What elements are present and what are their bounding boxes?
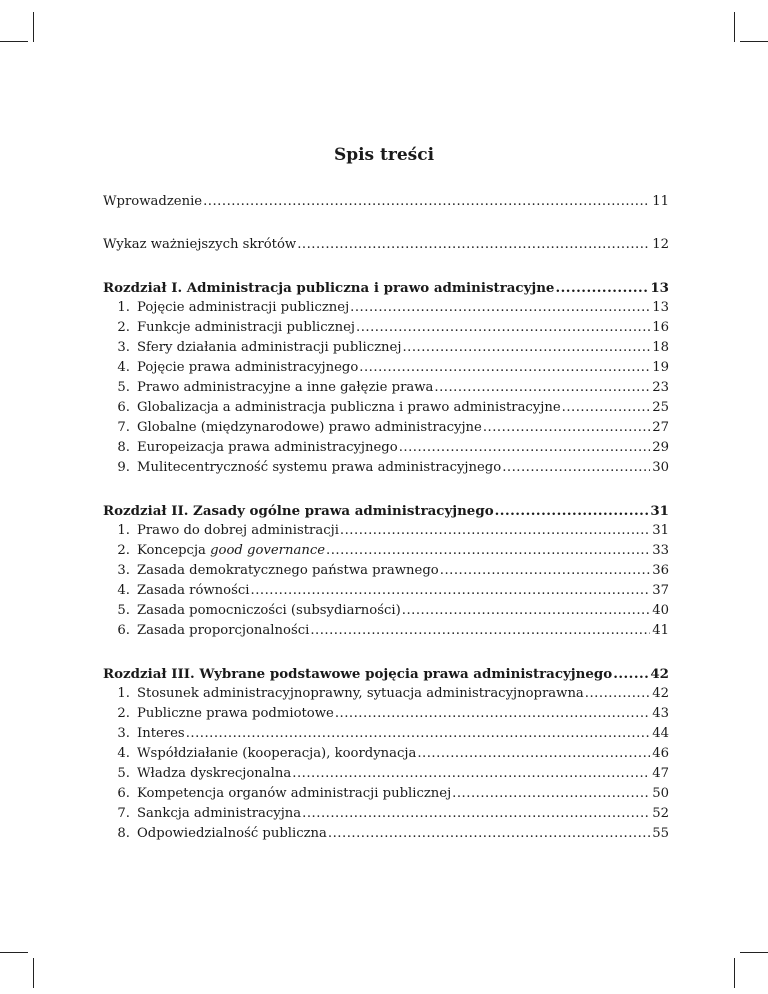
toc-item-label: Kompetencja organów administracji publicznej bbox=[137, 786, 452, 801]
toc-page-number: 25 bbox=[652, 400, 669, 415]
toc-item-label: Globalizacja a administracja publiczna i prawo administracyjne bbox=[137, 400, 561, 415]
leader-dots bbox=[335, 704, 650, 724]
toc-item-number: 6. bbox=[117, 400, 130, 415]
toc-page-number: 41 bbox=[652, 623, 669, 638]
toc-item-label: Władza dyskrecjonalna bbox=[137, 766, 292, 781]
toc-page-number: 13 bbox=[650, 280, 669, 296]
toc-item-number: 4. bbox=[117, 583, 130, 598]
toc-entry-label: Wprowadzenie bbox=[103, 194, 203, 209]
leader-dots bbox=[350, 298, 650, 318]
toc-item-label-italic: good governance bbox=[210, 543, 326, 558]
toc-item-label: Zasada pomocniczości (subsydiarności) bbox=[137, 603, 401, 618]
toc-item-number: 4. bbox=[117, 746, 130, 761]
toc-page-number: 44 bbox=[652, 726, 669, 741]
leader-dots bbox=[402, 338, 650, 358]
toc-item-label: Prawo do dobrej administracji bbox=[137, 523, 339, 538]
toc-item[interactable] bbox=[103, 458, 669, 478]
toc-page-number: 18 bbox=[652, 340, 669, 355]
leader-dots bbox=[292, 764, 650, 784]
toc-item-number: 6. bbox=[117, 786, 130, 801]
leader-dots bbox=[555, 278, 648, 298]
toc-item[interactable] bbox=[103, 784, 669, 804]
page-title: Spis treści bbox=[333, 145, 435, 165]
toc-item-label: Odpowiedzialność publiczna bbox=[137, 826, 327, 841]
toc-item[interactable] bbox=[103, 438, 669, 458]
leader-dots bbox=[359, 358, 650, 378]
toc-page-number: 27 bbox=[652, 420, 669, 435]
toc-item-number: 3. bbox=[117, 726, 130, 741]
toc-item-label bbox=[137, 541, 325, 561]
toc-entry-front[interactable] bbox=[103, 235, 669, 255]
toc-item-number: 3. bbox=[117, 563, 130, 578]
toc-item-label: Funkcje administracji publicznej bbox=[137, 320, 355, 335]
leader-dots bbox=[483, 418, 650, 438]
toc-page-number: 33 bbox=[652, 543, 669, 558]
toc-item-number: 8. bbox=[117, 826, 130, 841]
crop-mark bbox=[0, 41, 28, 42]
toc-chapter-label: Rozdział III. Wybrane podstawowe pojęcia prawa administracyjnego bbox=[103, 666, 613, 682]
toc-page-number: 50 bbox=[652, 786, 669, 801]
toc-item-label: Zasada proporcjonalności bbox=[137, 623, 310, 638]
toc-item-label: Globalne (międzynarodowe) prawo administracyjne bbox=[137, 420, 482, 435]
leader-dots bbox=[440, 561, 650, 581]
toc-item-number: 8. bbox=[117, 440, 130, 455]
toc-chapter-label: Rozdział II. Zasady ogólne prawa administracyjnego bbox=[103, 503, 494, 519]
toc-item[interactable] bbox=[103, 298, 669, 318]
toc-item-number: 6. bbox=[117, 623, 130, 638]
leader-dots bbox=[326, 541, 650, 561]
toc-item[interactable] bbox=[103, 621, 669, 641]
leader-dots bbox=[302, 804, 650, 824]
crop-mark bbox=[33, 958, 34, 988]
toc-item-label: Prawo administracyjne a inne gałęzie prawa bbox=[137, 380, 434, 395]
toc-item[interactable] bbox=[103, 541, 669, 561]
toc-page-number: 40 bbox=[652, 603, 669, 618]
crop-mark bbox=[740, 41, 768, 42]
leader-dots bbox=[402, 601, 650, 621]
toc-item[interactable] bbox=[103, 418, 669, 438]
toc-page-number: 30 bbox=[652, 460, 669, 475]
toc-item[interactable] bbox=[103, 318, 669, 338]
toc-item[interactable] bbox=[103, 378, 669, 398]
crop-mark bbox=[33, 12, 34, 42]
toc-item[interactable] bbox=[103, 398, 669, 418]
toc-item-label: Publiczne prawa podmiotowe bbox=[137, 706, 334, 721]
toc-item-number: 4. bbox=[117, 360, 130, 375]
toc-item-label: Współdziałanie (kooperacja), koordynacja bbox=[137, 746, 417, 761]
toc-item[interactable] bbox=[103, 684, 669, 704]
toc-item[interactable] bbox=[103, 824, 669, 844]
leader-dots bbox=[356, 318, 650, 338]
toc-item[interactable] bbox=[103, 804, 669, 824]
toc-page-number: 52 bbox=[652, 806, 669, 821]
leader-dots bbox=[585, 684, 650, 704]
toc-entry-front[interactable] bbox=[103, 192, 669, 212]
toc-item[interactable] bbox=[103, 561, 669, 581]
toc-item-label: Zasada demokratycznego państwa prawnego bbox=[137, 563, 439, 578]
leader-dots bbox=[203, 192, 650, 212]
leader-dots bbox=[452, 784, 650, 804]
toc-item-label-text: Koncepcja bbox=[137, 543, 211, 558]
crop-mark bbox=[740, 952, 768, 953]
toc-page-number: 12 bbox=[652, 237, 669, 252]
toc-item-number: 3. bbox=[117, 340, 130, 355]
toc-chapter[interactable] bbox=[103, 278, 669, 298]
toc-chapter-label: Rozdział I. Administracja publiczna i prawo administracyjne bbox=[103, 280, 555, 296]
leader-dots bbox=[310, 621, 650, 641]
toc-item-number: 1. bbox=[117, 523, 130, 538]
toc-item[interactable] bbox=[103, 581, 669, 601]
toc-page-number: 37 bbox=[652, 583, 669, 598]
leader-dots bbox=[417, 744, 650, 764]
leader-dots bbox=[297, 235, 650, 255]
toc-page-number: 13 bbox=[652, 300, 669, 315]
toc-item-label: Zasada równości bbox=[137, 583, 250, 598]
toc-chapter[interactable] bbox=[103, 501, 669, 521]
table-of-contents bbox=[103, 192, 669, 844]
toc-page-number: 31 bbox=[650, 503, 669, 519]
toc-item-number: 7. bbox=[117, 420, 130, 435]
toc-item[interactable] bbox=[103, 338, 669, 358]
toc-item-label: Mulitecentryczność systemu prawa administracyjnego bbox=[137, 460, 502, 475]
toc-page-number: 29 bbox=[652, 440, 669, 455]
leader-dots bbox=[502, 458, 650, 478]
toc-item-number: 2. bbox=[117, 543, 130, 558]
toc-item-label: Sfery działania administracji publicznej bbox=[137, 340, 402, 355]
toc-page-number: 16 bbox=[652, 320, 669, 335]
toc-page-number: 42 bbox=[652, 686, 669, 701]
toc-item-label: Stosunek administracyjnoprawny, sytuacja administracyjnoprawna bbox=[137, 686, 584, 701]
toc-item[interactable] bbox=[103, 358, 669, 378]
toc-item-number: 9. bbox=[117, 460, 130, 475]
leader-dots bbox=[340, 521, 650, 541]
toc-page-number: 19 bbox=[652, 360, 669, 375]
toc-item[interactable] bbox=[103, 601, 669, 621]
toc-item[interactable] bbox=[103, 521, 669, 541]
toc-item-number: 1. bbox=[117, 686, 130, 701]
toc-item-label: Sankcja administracyjna bbox=[137, 806, 302, 821]
toc-page-number: 23 bbox=[652, 380, 669, 395]
toc-chapter[interactable] bbox=[103, 664, 669, 684]
toc-page-number: 43 bbox=[652, 706, 669, 721]
toc-item-number: 1. bbox=[117, 300, 130, 315]
leader-dots bbox=[251, 581, 651, 601]
leader-dots bbox=[186, 724, 651, 744]
toc-page-number: 31 bbox=[652, 523, 669, 538]
leader-dots bbox=[434, 378, 650, 398]
toc-item[interactable] bbox=[103, 744, 669, 764]
toc-entry-label: Wykaz ważniejszych skrótów bbox=[103, 237, 297, 252]
toc-item-number: 5. bbox=[117, 766, 130, 781]
toc-item[interactable] bbox=[103, 724, 669, 744]
crop-mark bbox=[0, 952, 28, 953]
leader-dots bbox=[328, 824, 650, 844]
toc-item-number: 7. bbox=[117, 806, 130, 821]
leader-dots bbox=[399, 438, 651, 458]
crop-mark bbox=[734, 12, 735, 42]
toc-page-number: 46 bbox=[652, 746, 669, 761]
toc-item[interactable] bbox=[103, 764, 669, 784]
leader-dots bbox=[495, 501, 649, 521]
toc-page-number: 36 bbox=[652, 563, 669, 578]
toc-item[interactable] bbox=[103, 704, 669, 724]
crop-mark bbox=[734, 958, 735, 988]
toc-item-label: Pojęcie administracji publicznej bbox=[137, 300, 350, 315]
leader-dots bbox=[613, 664, 648, 684]
toc-page-number: 11 bbox=[652, 194, 669, 209]
toc-item-number: 2. bbox=[117, 320, 130, 335]
leader-dots bbox=[562, 398, 651, 418]
toc-item-label: Pojęcie prawa administracyjnego bbox=[137, 360, 359, 375]
toc-item-number: 5. bbox=[117, 603, 130, 618]
toc-page-number: 47 bbox=[652, 766, 669, 781]
toc-item-label: Interes bbox=[137, 726, 185, 741]
toc-page-number: 42 bbox=[650, 666, 669, 682]
toc-item-number: 5. bbox=[117, 380, 130, 395]
toc-item-label: Europeizacja prawa administracyjnego bbox=[137, 440, 398, 455]
toc-page-number: 55 bbox=[652, 826, 669, 841]
toc-item-number: 2. bbox=[117, 706, 130, 721]
